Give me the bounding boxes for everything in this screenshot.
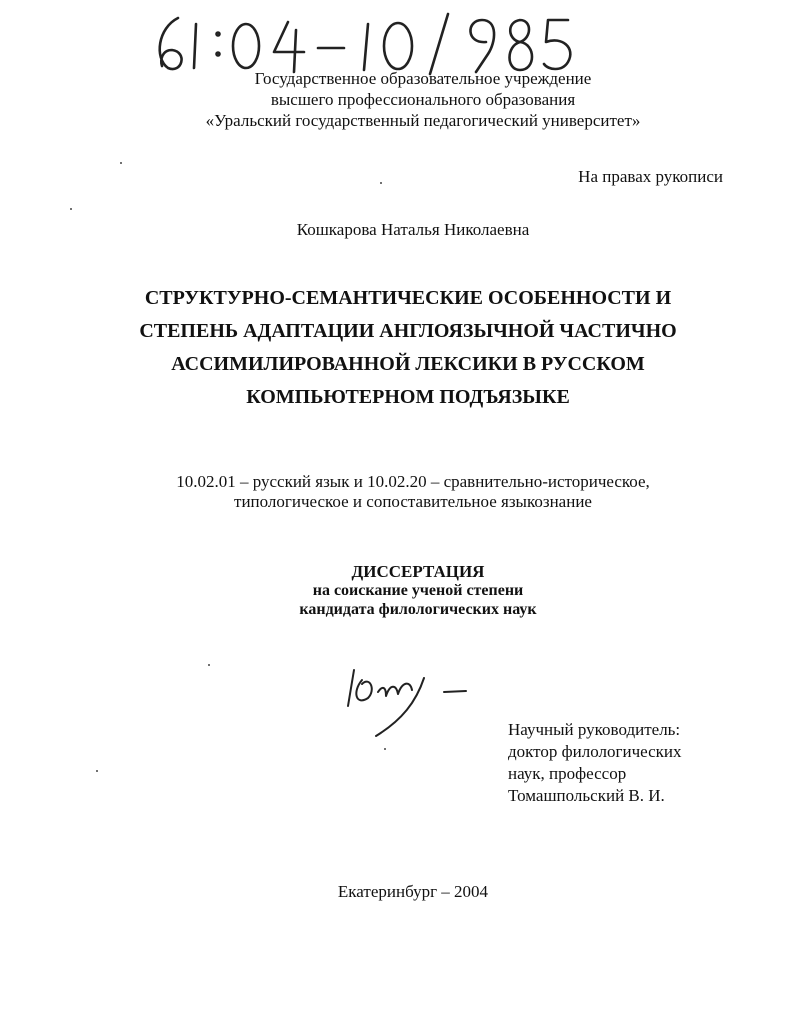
scan-speck — [120, 162, 122, 164]
institution-header — [0, 68, 796, 131]
dissertation-title — [0, 282, 796, 414]
city-year: Екатеринбург – 2004 — [337, 882, 489, 901]
specialty-codes — [0, 472, 796, 512]
dissertation-heading: ДИССЕРТАЦИЯ — [351, 562, 485, 581]
institution-line: «Уральский государственный педагогический университет» — [205, 111, 641, 130]
institution-line: Государственное образовательное учреждение — [254, 69, 592, 88]
author-signature — [340, 662, 480, 742]
author-name: Кошкарова Наталья Николаевна — [296, 220, 530, 239]
title-line: СТЕПЕНЬ АДАПТАЦИИ АНГЛОЯЗЫЧНОЙ ЧАСТИЧНО — [139, 320, 677, 342]
scan-speck — [380, 182, 382, 184]
scan-speck — [384, 748, 386, 750]
advisor-line: Томашпольский В. И. — [508, 786, 665, 805]
scan-speck — [96, 770, 98, 772]
title-line: СТРУКТУРНО-СЕМАНТИЧЕСКИЕ ОСОБЕННОСТИ И — [144, 287, 672, 309]
degree-line: на соискание ученой степени — [312, 582, 524, 599]
advisor-line: наук, профессор — [508, 764, 627, 783]
institution-line: высшего профессионального образования — [270, 90, 576, 109]
specialty-line: 10.02.01 – русский язык и 10.02.20 – сравнительно-историческое, — [176, 472, 650, 491]
scan-speck — [208, 664, 210, 666]
rights-notice: На правах рукописи — [578, 167, 723, 186]
degree-line: кандидата филологических наук — [299, 601, 537, 618]
signature-image — [340, 662, 480, 742]
advisor-line: доктор филологических — [508, 742, 682, 761]
specialty-line: типологическое и сопоставительное языкознание — [234, 492, 592, 511]
title-line: КОМПЬЮТЕРНОМ ПОДЪЯЗЫКЕ — [246, 386, 570, 408]
title-line: АССИМИЛИРОВАННОЙ ЛЕКСИКИ В РУССКОМ — [171, 353, 645, 375]
scan-speck — [70, 208, 72, 210]
dissertation-block — [0, 562, 796, 619]
scientific-advisor — [508, 719, 682, 807]
advisor-line: Научный руководитель: — [508, 720, 681, 739]
